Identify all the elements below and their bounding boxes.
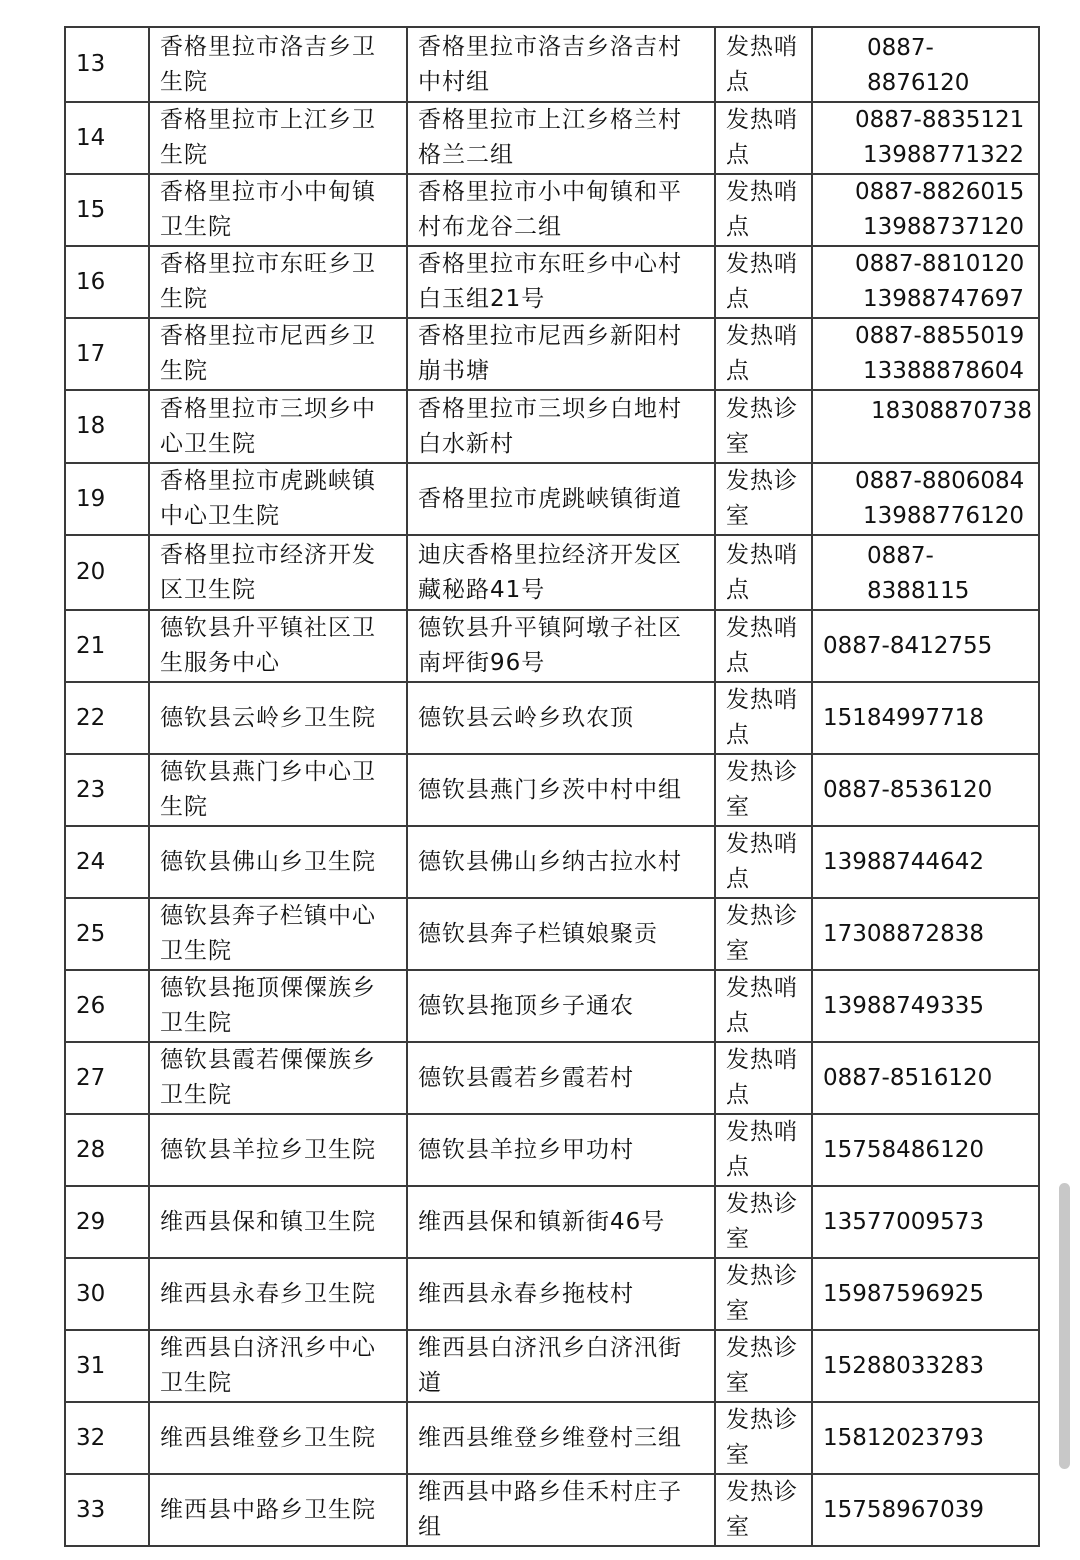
- clinic-type: 发热哨点: [715, 1042, 812, 1114]
- clinic-type: 发热哨点: [715, 610, 812, 682]
- clinic-type: 发热哨点: [715, 246, 812, 318]
- institution-name: 香格里拉市尼西乡卫生院: [149, 318, 407, 390]
- table-row: [65, 970, 1039, 1042]
- phone-number: 15812023793: [823, 1424, 984, 1451]
- table-row: [65, 102, 1039, 174]
- table-row: [65, 1474, 1039, 1546]
- contact-phone: [812, 318, 1039, 390]
- institution-address: 香格里拉市东旺乡中心村白玉组21号: [407, 246, 715, 318]
- institution-address: 维西县白济汛乡白济汛街道: [407, 1330, 715, 1402]
- clinic-type: 发热诊室: [715, 463, 812, 535]
- institution-name: 香格里拉市三坝乡中心卫生院: [149, 390, 407, 463]
- institution-name: 维西县中路乡卫生院: [149, 1474, 407, 1546]
- row-number: 32: [65, 1402, 149, 1474]
- contact-phone: [812, 390, 1039, 463]
- institution-name: 香格里拉市小中甸镇卫生院: [149, 174, 407, 246]
- institution-address: 维西县中路乡佳禾村庄子组: [407, 1474, 715, 1546]
- row-number: 28: [65, 1114, 149, 1186]
- table-row: [65, 1114, 1039, 1186]
- row-number: 26: [65, 970, 149, 1042]
- row-number: 27: [65, 1042, 149, 1114]
- contact-phone: [812, 102, 1039, 174]
- phone-number: 0887-8835121: [855, 107, 1025, 133]
- phone-number: 13388878604: [863, 358, 1024, 384]
- row-number: 14: [65, 102, 149, 174]
- clinic-type: 发热诊室: [715, 1258, 812, 1330]
- phone-number: 0887-8826015: [855, 179, 1025, 205]
- phone-number: 0887-8806084: [855, 468, 1025, 495]
- institution-name: 香格里拉市洛吉乡卫生院: [149, 27, 407, 102]
- phone-number: 13988744642: [823, 848, 984, 875]
- institution-address: 香格里拉市虎跳峡镇街道: [407, 463, 715, 535]
- clinic-type: 发热哨点: [715, 318, 812, 390]
- contact-phone: [812, 1114, 1039, 1186]
- row-number: 31: [65, 1330, 149, 1402]
- row-number: 23: [65, 754, 149, 826]
- phone-number: 0887-8810120: [855, 251, 1025, 277]
- fever-clinic-table: [64, 26, 1040, 1547]
- institution-address: 迪庆香格里拉经济开发区藏秘路41号: [407, 535, 715, 610]
- table-row: [65, 27, 1039, 102]
- clinic-type: 发热诊室: [715, 1330, 812, 1402]
- contact-phone: [812, 246, 1039, 318]
- clinic-type: 发热诊室: [715, 1186, 812, 1258]
- institution-name: 德钦县奔子栏镇中心卫生院: [149, 898, 407, 970]
- row-number: 24: [65, 826, 149, 898]
- row-number: 25: [65, 898, 149, 970]
- phone-number: 13577009573: [823, 1208, 984, 1235]
- clinic-type: 发热哨点: [715, 535, 812, 610]
- phone-number: 13988737120: [863, 214, 1024, 240]
- contact-phone: [812, 1330, 1039, 1402]
- table-body: [65, 27, 1039, 1546]
- table-row: [65, 682, 1039, 754]
- institution-address: 香格里拉市尼西乡新阳村崩书塘: [407, 318, 715, 390]
- institution-name: 维西县白济汛乡中心卫生院: [149, 1330, 407, 1402]
- table-row: [65, 1402, 1039, 1474]
- contact-phone: [812, 463, 1039, 535]
- institution-name: 德钦县佛山乡卫生院: [149, 826, 407, 898]
- institution-name: 香格里拉市东旺乡卫生院: [149, 246, 407, 318]
- table-row: [65, 390, 1039, 463]
- clinic-type: 发热诊室: [715, 898, 812, 970]
- clinic-type: 发热诊室: [715, 1402, 812, 1474]
- contact-phone: [812, 682, 1039, 754]
- phone-number: 18308870738: [871, 398, 1032, 424]
- institution-address: 德钦县羊拉乡甲功村: [407, 1114, 715, 1186]
- institution-name: 香格里拉市经济开发区卫生院: [149, 535, 407, 610]
- row-number: 18: [65, 390, 149, 463]
- contact-phone: [812, 27, 1039, 102]
- institution-name: 香格里拉市虎跳峡镇中心卫生院: [149, 463, 407, 535]
- clinic-type: 发热哨点: [715, 826, 812, 898]
- phone-number: 0887-8412755: [823, 632, 993, 659]
- institution-address: 香格里拉市三坝乡白地村白水新村: [407, 390, 715, 463]
- contact-phone: [812, 898, 1039, 970]
- phone-number: 13988747697: [863, 286, 1024, 312]
- phone-number: 15987596925: [823, 1280, 984, 1307]
- contact-phone: [812, 754, 1039, 826]
- institution-address: 香格里拉市洛吉乡洛吉村中村组: [407, 27, 715, 102]
- row-number: 21: [65, 610, 149, 682]
- row-number: 20: [65, 535, 149, 610]
- institution-name: 维西县永春乡卫生院: [149, 1258, 407, 1330]
- contact-phone: [812, 1186, 1039, 1258]
- institution-address: 维西县保和镇新街46号: [407, 1186, 715, 1258]
- phone-number: 0887-8536120: [823, 776, 993, 803]
- institution-address: 德钦县奔子栏镇娘聚贡: [407, 898, 715, 970]
- table-row: [65, 246, 1039, 318]
- row-number: 19: [65, 463, 149, 535]
- contact-phone: [812, 535, 1039, 610]
- table-row: [65, 1186, 1039, 1258]
- institution-name: 德钦县燕门乡中心卫生院: [149, 754, 407, 826]
- table-row: [65, 754, 1039, 826]
- institution-name: 德钦县拖顶傈僳族乡卫生院: [149, 970, 407, 1042]
- phone-number: 13988776120: [863, 503, 1024, 530]
- institution-address: 香格里拉市小中甸镇和平村布龙谷二组: [407, 174, 715, 246]
- clinic-type: 发热哨点: [715, 1114, 812, 1186]
- phone-number: 15758967039: [823, 1496, 984, 1523]
- contact-phone: [812, 1258, 1039, 1330]
- phone-number: 0887-8516120: [823, 1064, 993, 1091]
- institution-address: 德钦县佛山乡纳古拉水村: [407, 826, 715, 898]
- institution-address: 维西县永春乡拖枝村: [407, 1258, 715, 1330]
- clinic-type: 发热哨点: [715, 682, 812, 754]
- clinic-type: 发热诊室: [715, 1474, 812, 1546]
- institution-address: 德钦县霞若乡霞若村: [407, 1042, 715, 1114]
- clinic-type: 发热哨点: [715, 174, 812, 246]
- contact-phone: [812, 826, 1039, 898]
- phone-number: 0887-8855019: [855, 323, 1025, 349]
- table-row: [65, 174, 1039, 246]
- clinic-type: 发热诊室: [715, 390, 812, 463]
- institution-address: 德钦县燕门乡茨中村中组: [407, 754, 715, 826]
- phone-number: 13988749335: [823, 992, 984, 1019]
- phone-number: 15288033283: [823, 1352, 984, 1379]
- row-number: 16: [65, 246, 149, 318]
- contact-phone: [812, 970, 1039, 1042]
- institution-name: 维西县维登乡卫生院: [149, 1402, 407, 1474]
- table-row: [65, 1258, 1039, 1330]
- table-row: [65, 610, 1039, 682]
- institution-name: 维西县保和镇卫生院: [149, 1186, 407, 1258]
- institution-address: 维西县维登乡维登村三组: [407, 1402, 715, 1474]
- institution-address: 德钦县升平镇阿墩子社区南坪街96号: [407, 610, 715, 682]
- contact-phone: [812, 1042, 1039, 1114]
- clinic-type: 发热哨点: [715, 27, 812, 102]
- vertical-scrollbar[interactable]: [1059, 1183, 1070, 1469]
- row-number: 13: [65, 27, 149, 102]
- table-row: [65, 898, 1039, 970]
- contact-phone: [812, 1402, 1039, 1474]
- table-row: [65, 463, 1039, 535]
- row-number: 17: [65, 318, 149, 390]
- institution-name: 德钦县云岭乡卫生院: [149, 682, 407, 754]
- contact-phone: [812, 174, 1039, 246]
- table-row: [65, 1042, 1039, 1114]
- clinic-type: 发热哨点: [715, 970, 812, 1042]
- table-row: [65, 1330, 1039, 1402]
- institution-name: 德钦县羊拉乡卫生院: [149, 1114, 407, 1186]
- row-number: 15: [65, 174, 149, 246]
- table-row: [65, 535, 1039, 610]
- row-number: 22: [65, 682, 149, 754]
- phone-number: 15758486120: [823, 1136, 984, 1163]
- institution-address: 香格里拉市上江乡格兰村格兰二组: [407, 102, 715, 174]
- row-number: 33: [65, 1474, 149, 1546]
- clinic-type: 发热诊室: [715, 754, 812, 826]
- institution-name: 德钦县升平镇社区卫生服务中心: [149, 610, 407, 682]
- row-number: 30: [65, 1258, 149, 1330]
- contact-phone: [812, 610, 1039, 682]
- institution-address: 德钦县云岭乡玖农顶: [407, 682, 715, 754]
- phone-number: 0887-8388115: [867, 543, 970, 605]
- phone-number: 17308872838: [823, 920, 984, 947]
- table-row: [65, 826, 1039, 898]
- phone-number: 0887-8876120: [867, 35, 970, 96]
- institution-name: 德钦县霞若傈僳族乡卫生院: [149, 1042, 407, 1114]
- row-number: 29: [65, 1186, 149, 1258]
- institution-address: 德钦县拖顶乡子通农: [407, 970, 715, 1042]
- institution-name: 香格里拉市上江乡卫生院: [149, 102, 407, 174]
- phone-number: 15184997718: [823, 704, 984, 731]
- phone-number: 13988771322: [863, 142, 1024, 168]
- table-row: [65, 318, 1039, 390]
- contact-phone: [812, 1474, 1039, 1546]
- clinic-type: 发热哨点: [715, 102, 812, 174]
